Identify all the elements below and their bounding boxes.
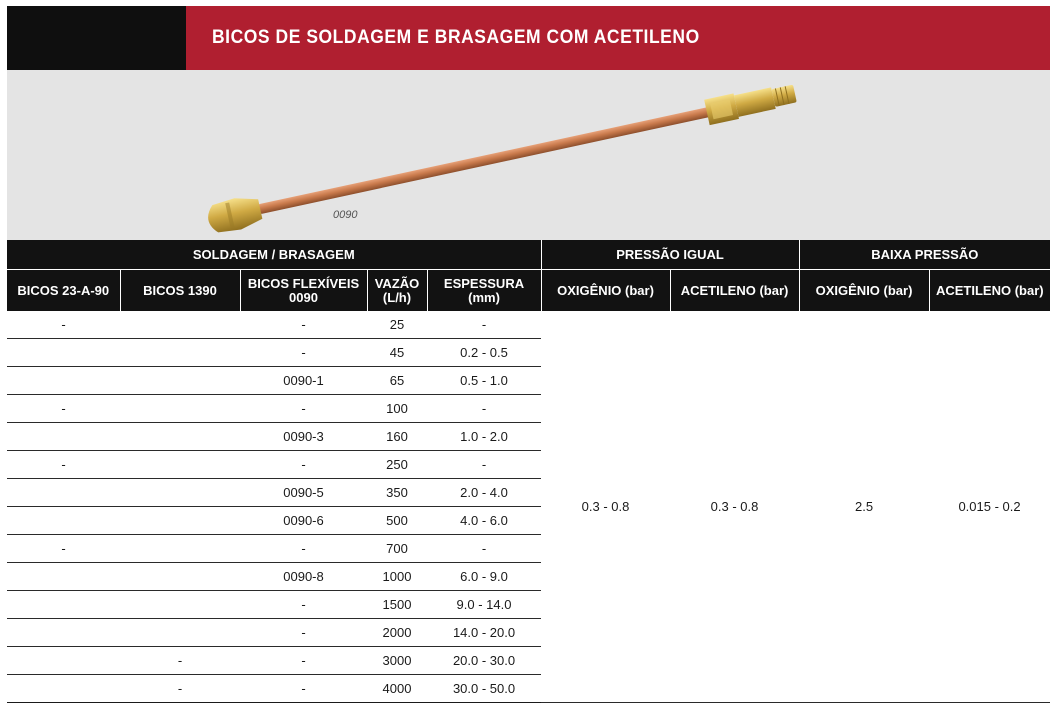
cell-bicos-1390 xyxy=(120,339,240,367)
group-pressao-igual: PRESSÃO IGUAL xyxy=(541,240,799,270)
col-espessura: ESPESSURA (mm) xyxy=(427,270,541,312)
cell-espessura: 0.2 - 0.5 xyxy=(427,339,541,367)
cell-bicos-flexiveis: - xyxy=(240,591,367,619)
cell-bicos-flexiveis: 0090-1 xyxy=(240,367,367,395)
cell-espessura: 9.0 - 14.0 xyxy=(427,591,541,619)
spec-table xyxy=(7,240,1050,703)
cell-baixa-oxigenio: 2.5 xyxy=(799,311,929,703)
page-header xyxy=(7,6,1050,70)
cell-espessura: - xyxy=(427,311,541,339)
cell-bicos-23a90 xyxy=(7,507,120,535)
cell-bicos-23a90 xyxy=(7,619,120,647)
cell-bicos-23a90 xyxy=(7,675,120,703)
col-baixa-oxigenio: OXIGÊNIO (bar) xyxy=(799,270,929,312)
cell-igual-acetileno: 0.3 - 0.8 xyxy=(670,311,799,703)
cell-vazao: 4000 xyxy=(367,675,427,703)
cell-espessura: 30.0 - 50.0 xyxy=(427,675,541,703)
cell-espessura: 4.0 - 6.0 xyxy=(427,507,541,535)
product-photo xyxy=(7,70,1050,240)
cell-bicos-23a90 xyxy=(7,563,120,591)
cell-vazao: 700 xyxy=(367,535,427,563)
cell-bicos-23a90 xyxy=(7,591,120,619)
col-vazao: VAZÃO (L/h) xyxy=(367,270,427,312)
cell-vazao: 3000 xyxy=(367,647,427,675)
cell-vazao: 45 xyxy=(367,339,427,367)
cell-vazao: 350 xyxy=(367,479,427,507)
cell-bicos-flexiveis: 0090-5 xyxy=(240,479,367,507)
cell-bicos-1390 xyxy=(120,423,240,451)
cell-bicos-1390 xyxy=(120,563,240,591)
cell-bicos-23a90 xyxy=(7,423,120,451)
header-dark-block xyxy=(7,6,186,70)
cell-vazao: 1000 xyxy=(367,563,427,591)
cell-bicos-23a90 xyxy=(7,479,120,507)
cell-vazao: 25 xyxy=(367,311,427,339)
cell-bicos-flexiveis: - xyxy=(240,451,367,479)
cell-bicos-flexiveis: 0090-3 xyxy=(240,423,367,451)
cell-bicos-flexiveis: - xyxy=(240,311,367,339)
cell-vazao: 2000 xyxy=(367,619,427,647)
cell-igual-oxigenio: 0.3 - 0.8 xyxy=(541,311,670,703)
welding-nozzle-image xyxy=(7,70,1050,240)
col-baixa-acetileno: ACETILENO (bar) xyxy=(929,270,1050,312)
col-igual-oxigenio: OXIGÊNIO (bar) xyxy=(541,270,670,312)
cell-bicos-1390 xyxy=(120,311,240,339)
cell-bicos-flexiveis: - xyxy=(240,395,367,423)
cell-baixa-acetileno: 0.015 - 0.2 xyxy=(929,311,1050,703)
cell-espessura: 20.0 - 30.0 xyxy=(427,647,541,675)
cell-espessura: - xyxy=(427,451,541,479)
cell-bicos-1390 xyxy=(120,507,240,535)
cell-bicos-1390 xyxy=(120,367,240,395)
cell-espessura: - xyxy=(427,395,541,423)
cell-vazao: 500 xyxy=(367,507,427,535)
cell-bicos-flexiveis: 0090-6 xyxy=(240,507,367,535)
col-bicos-1390: BICOS 1390 xyxy=(120,270,240,312)
cell-bicos-23a90: - xyxy=(7,311,120,339)
group-header-row xyxy=(7,240,1050,270)
cell-espessura: 6.0 - 9.0 xyxy=(427,563,541,591)
cell-vazao: 65 xyxy=(367,367,427,395)
cell-bicos-23a90 xyxy=(7,647,120,675)
cell-bicos-23a90 xyxy=(7,367,120,395)
cell-espessura: - xyxy=(427,535,541,563)
cell-espessura: 0.5 - 1.0 xyxy=(427,367,541,395)
cell-bicos-flexiveis: - xyxy=(240,619,367,647)
cell-bicos-23a90: - xyxy=(7,451,120,479)
cell-espessura: 2.0 - 4.0 xyxy=(427,479,541,507)
page-title: BICOS DE SOLDAGEM E BRASAGEM COM ACETILENO xyxy=(212,27,700,48)
cell-bicos-1390 xyxy=(120,395,240,423)
col-igual-acetileno: ACETILENO (bar) xyxy=(670,270,799,312)
cell-bicos-1390 xyxy=(120,619,240,647)
table-row xyxy=(7,311,1050,339)
cell-bicos-1390 xyxy=(120,535,240,563)
cell-vazao: 1500 xyxy=(367,591,427,619)
cell-bicos-flexiveis: - xyxy=(240,339,367,367)
photo-caption: 0090 xyxy=(333,209,358,221)
cell-bicos-1390: - xyxy=(120,675,240,703)
group-soldagem: SOLDAGEM / BRASAGEM xyxy=(7,240,541,270)
cell-vazao: 160 xyxy=(367,423,427,451)
cell-bicos-1390 xyxy=(120,591,240,619)
cell-bicos-flexiveis: - xyxy=(240,535,367,563)
cell-bicos-23a90: - xyxy=(7,395,120,423)
col-bicos-flexiveis: BICOS FLEXÍVEIS 0090 xyxy=(240,270,367,312)
cell-espessura: 14.0 - 20.0 xyxy=(427,619,541,647)
group-baixa-pressao: BAIXA PRESSÃO xyxy=(799,240,1050,270)
cell-espessura: 1.0 - 2.0 xyxy=(427,423,541,451)
cell-vazao: 100 xyxy=(367,395,427,423)
cell-bicos-1390 xyxy=(120,451,240,479)
cell-bicos-1390 xyxy=(120,479,240,507)
cell-bicos-flexiveis: - xyxy=(240,647,367,675)
col-bicos-23a90: BICOS 23-A-90 xyxy=(7,270,120,312)
cell-bicos-23a90: - xyxy=(7,535,120,563)
cell-bicos-1390: - xyxy=(120,647,240,675)
cell-bicos-flexiveis: - xyxy=(240,675,367,703)
column-header-row xyxy=(7,270,1050,312)
cell-bicos-23a90 xyxy=(7,339,120,367)
cell-bicos-flexiveis: 0090-8 xyxy=(240,563,367,591)
cell-vazao: 250 xyxy=(367,451,427,479)
